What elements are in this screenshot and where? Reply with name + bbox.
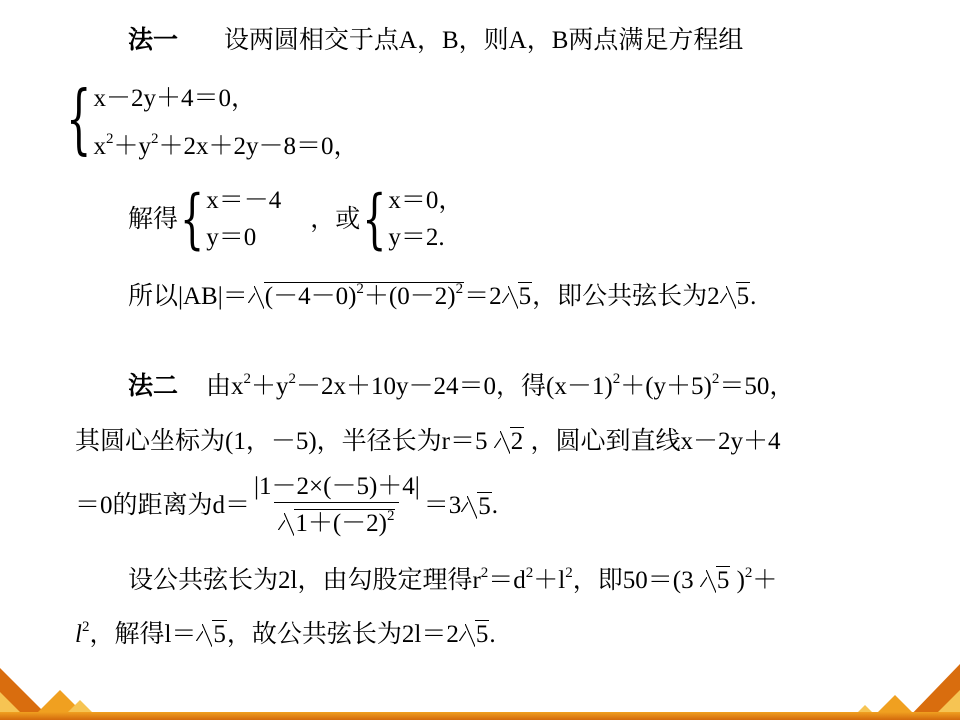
right-corner-decoration xyxy=(850,660,960,720)
sqrt-symbol: 5 xyxy=(502,282,533,309)
method2-line-1: 法二 由$x^2+y^2-2x+10y-24=0$，得$(x-1)^2+(y+5)^2=50$， xyxy=(128,371,795,400)
method1-header xyxy=(128,27,743,53)
method2-line-4: 设公共弦长为2l，由勾股定理得$r^2=d^2+l^2$，即50＝(3 5 )$^2$＋ xyxy=(128,565,778,594)
method2-label: 法二 xyxy=(128,371,179,400)
solve-prefix: 解得 xyxy=(128,205,179,233)
sqrt-symbol: 2 xyxy=(494,427,525,454)
fraction-numerator: |1－2×(－5)＋4| xyxy=(254,473,420,500)
solution2-x: x＝0， xyxy=(388,187,464,214)
fraction-denominator xyxy=(274,502,399,536)
method2-line-3: ＝0的距离为d＝ $\frac{|1-2\times(-5)+4|}{1+(-2)^2}$ ＝3 5 . xyxy=(75,473,499,537)
left-brace: { xyxy=(362,181,387,257)
left-corner-decoration xyxy=(0,660,110,720)
left-brace: { xyxy=(66,76,92,164)
method1-label: 法一 xyxy=(128,25,179,54)
sqrt-symbol: 5 xyxy=(461,492,492,519)
system-equation-1: x－2y＋4＝0， xyxy=(93,85,256,112)
method2-line-2: 其圆心坐标为(1，－5)，半径长为r＝5 2 ，圆心到直线x－2y＋4 xyxy=(75,428,781,455)
sqrt-symbol: 5 xyxy=(700,566,731,593)
sqrt-symbol: $1+(-2)^2$ xyxy=(278,509,395,536)
sqrt-symbol: 5 xyxy=(720,282,751,309)
bottom-accent-bar xyxy=(0,712,960,720)
system-equation-2: $x^2+y^2+2x+2y-8=0$， xyxy=(93,131,359,160)
solution1-y: y＝0 xyxy=(206,224,257,251)
method2-line-5: $l^2$，解得l＝ 5，故公共弦长为2l＝2 5. xyxy=(75,619,496,648)
sqrt-symbol: 5 xyxy=(459,620,490,647)
method1-chord-length: 所以$|AB|= (-4-0)^2+(0-2)^2=2$ 5，即公共弦长为2 5. xyxy=(128,281,757,310)
method1-intro: 设两圆相交于点A，B，则A，B两点满足方程组 xyxy=(223,27,744,54)
method1-solutions xyxy=(128,181,464,257)
method1-system xyxy=(66,76,359,164)
left-brace: { xyxy=(180,181,205,257)
sqrt-symbol: 5 xyxy=(196,620,227,647)
solution1-x: x＝－4 xyxy=(206,187,282,214)
distance-fraction xyxy=(250,474,424,536)
sqrt-symbol: $(-4-0)^2+(0-2)^2$ xyxy=(248,282,464,309)
or-text: ，或 xyxy=(310,205,361,233)
solution2-y: y＝2. xyxy=(388,224,445,251)
